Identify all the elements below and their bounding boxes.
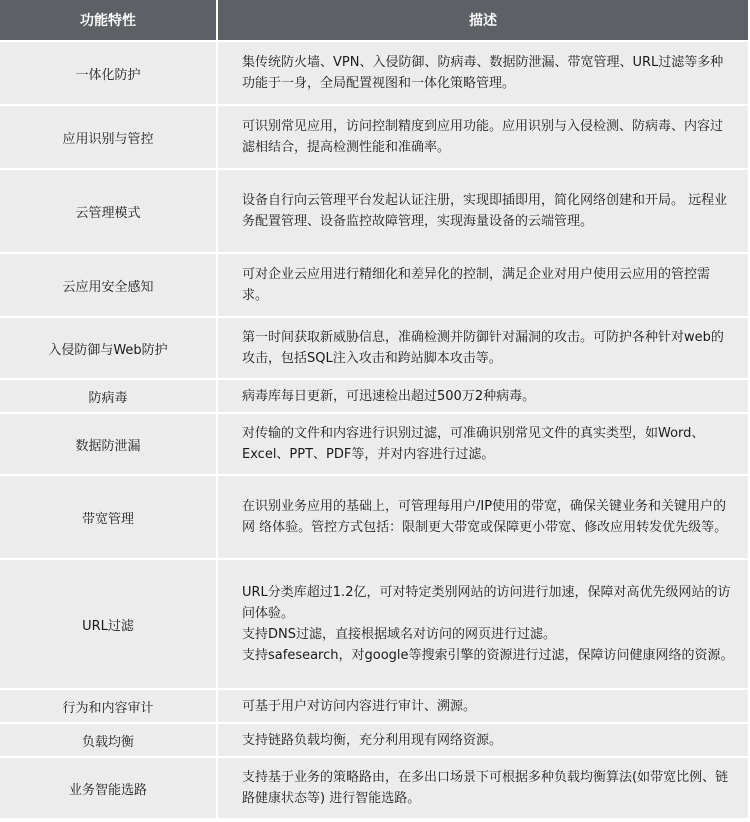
header-feature: 功能特性 bbox=[0, 0, 218, 42]
feature-cell: 云应用安全感知 bbox=[0, 254, 218, 318]
feature-cell: 带宽管理 bbox=[0, 476, 218, 560]
description-line: 对传输的文件和内容进行识别过滤，可准确识别常见文件的真实类型，如Word、 Excel、PPT、PDF等，并对内容进行过滤。 bbox=[242, 426, 705, 462]
description-line: 可基于用户对访问内容进行审计、溯源。 bbox=[242, 698, 477, 714]
description-line: 集传统防火墙、VPN、入侵防御、防病毒、数据防泄漏、带宽管理、URL过滤等多种功能于一身，全局配置视图和一体化策略管理。 bbox=[242, 55, 724, 91]
feature-cell: 业务智能选路 bbox=[0, 758, 218, 820]
description-cell bbox=[218, 380, 748, 414]
header-description: 描述 bbox=[218, 0, 748, 42]
description-cell bbox=[218, 42, 748, 106]
feature-cell: URL过滤 bbox=[0, 560, 218, 690]
feature-cell: 入侵防御与Web防护 bbox=[0, 318, 218, 380]
feature-cell: 云管理模式 bbox=[0, 170, 218, 254]
description-cell bbox=[218, 318, 748, 380]
description-line: 可识别常见应用，访问控制精度到应用功能。应用识别与入侵检测、防病毒、内容过滤相结合，提高检测性能和准确率。 bbox=[242, 119, 724, 155]
description-line: 支持基于业务的策略路由，在多出口场景下可根据多种负载均衡算法(如带宽比例、链 路健康状态等) 进行智能选路。 bbox=[242, 770, 729, 806]
description-line: 支持DNS过滤，直接根据域名对访问的网页进行过滤。 bbox=[242, 627, 556, 642]
feature-cell: 防病毒 bbox=[0, 380, 218, 414]
description-cell bbox=[218, 758, 748, 820]
feature-cell: 行为和内容审计 bbox=[0, 690, 218, 724]
description-cell bbox=[218, 560, 748, 690]
description-line: 支持safesearch，对google等搜索引擎的资源进行过滤，保障访问健康网络的资源。 bbox=[242, 648, 734, 663]
description-cell bbox=[218, 476, 748, 560]
description-cell bbox=[218, 254, 748, 318]
description-line: 病毒库每日更新，可迅速检出超过500万2种病毒。 bbox=[242, 388, 536, 404]
description-line: 支持链路负载均衡，充分利用现有网络资源。 bbox=[242, 732, 503, 748]
description-line: 第一时间获取新威胁信息，准确检测并防御针对漏洞的攻击。可防护各种针对web的攻击，包括SQL注入攻击和跨站脚本攻击等。 bbox=[242, 330, 724, 366]
description-line: 在识别业务应用的基础上，可管理每用户/IP使用的带宽，确保关键业务和关键用户的网 络体验。管控方式包括：限制更大带宽或保障更小带宽、修改应用转发优先级等。 bbox=[242, 499, 728, 535]
feature-cell: 应用识别与管控 bbox=[0, 106, 218, 170]
description-line: 可对企业云应用进行精细化和差异化的控制，满足企业对用户使用云应用的管控需求。 bbox=[242, 267, 711, 303]
description-cell bbox=[218, 690, 748, 724]
feature-cell: 一体化防护 bbox=[0, 42, 218, 106]
description-cell bbox=[218, 106, 748, 170]
description-cell bbox=[218, 414, 748, 476]
description-line: URL分类库超过1.2亿，可对特定类别网站的访问进行加速，保障对高优先级网站的访问体验。 bbox=[242, 585, 731, 621]
feature-cell: 负载均衡 bbox=[0, 724, 218, 758]
description-line: 设备自行向云管理平台发起认证注册，实现即插即用，简化网络创建和开局。 远程业务配置管理、设备监控故障管理，实现海量设备的云端管理。 bbox=[242, 193, 728, 229]
description-cell bbox=[218, 724, 748, 758]
description-cell bbox=[218, 170, 748, 254]
feature-cell: 数据防泄漏 bbox=[0, 414, 218, 476]
